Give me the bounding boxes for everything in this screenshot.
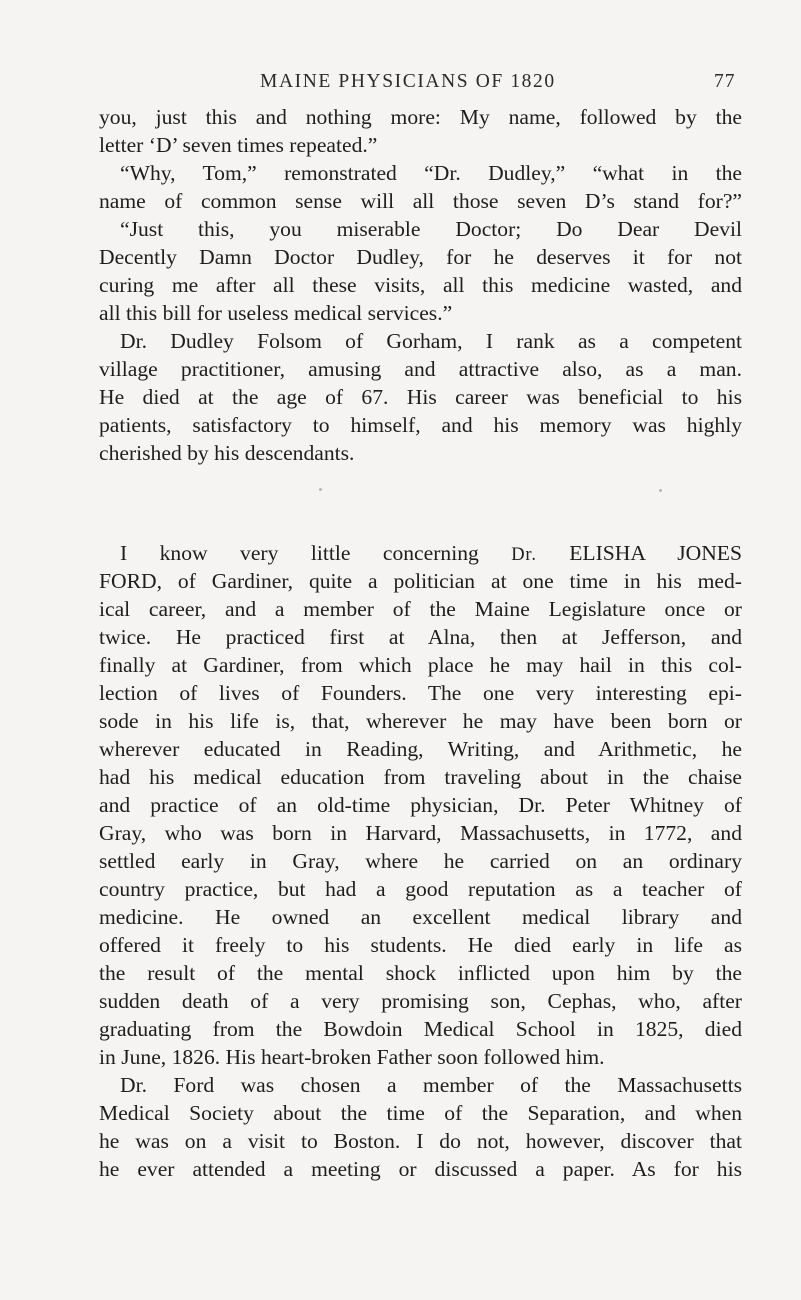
text-line: letter ‘D’ seven times repeated.” <box>99 133 378 157</box>
text-line: sode in his life is, that, wherever he may have been born or <box>99 709 742 733</box>
text-line: medicine. He owned an excellent medical library and <box>99 905 742 929</box>
page-number: 77 <box>714 71 736 92</box>
text-line: all this bill for useless medical services.” <box>99 301 453 325</box>
text-line: lection of lives of Founders. The one very interesting epi- <box>99 681 742 705</box>
text-line: name of common sense will all those seven D’s stand for?” <box>99 189 742 213</box>
text-line: He died at the age of 67. His career was beneficial to his <box>99 385 742 409</box>
text-line: twice. He practiced first at Alna, then at Jefferson, and <box>99 625 742 649</box>
text-line: Dr. Dudley Folsom of Gorham, I rank as a competent <box>120 329 742 353</box>
text-line: village practitioner, amusing and attractive also, as a man. <box>99 357 742 381</box>
running-title: MAINE PHYSICIANS OF 1820 <box>260 71 556 92</box>
divider-dot <box>659 489 662 492</box>
text-line: curing me after all these visits, all this medicine wasted, and <box>99 273 742 297</box>
text-line: Dr. Ford was chosen a member of the Massachusetts <box>120 1073 742 1097</box>
text-run: I know very little concerning <box>120 541 512 565</box>
text-line: settled early in Gray, where he carried on an ordinary <box>99 849 742 873</box>
text-line: Medical Society about the time of the Separation, and when <box>99 1101 742 1125</box>
text-line: in June, 1826. His heart-broken Father soon followed him. <box>99 1045 605 1069</box>
divider-dot <box>319 488 322 491</box>
text-run: ELISHA JONES <box>536 541 743 565</box>
text-line: cherished by his descendants. <box>99 441 355 465</box>
text-line: you, just this and nothing more: My name, followed by the <box>99 105 742 129</box>
text-line: finally at Gardiner, from which place he may hail in this col- <box>99 653 742 677</box>
text-line: FORD, of Gardiner, quite a politician at one time in his med- <box>99 569 742 593</box>
text-line: country practice, but had a good reputation as a teacher of <box>99 877 742 901</box>
text-line: “Just this, you miserable Doctor; Do Dear Devil <box>120 217 742 241</box>
text-line: Gray, who was born in Harvard, Massachusetts, in 1772, and <box>99 821 742 845</box>
text-line: patients, satisfactory to himself, and his memory was highly <box>99 413 742 437</box>
section-divider <box>0 488 801 494</box>
text-line: ical career, and a member of the Maine Legislature once or <box>99 597 742 621</box>
text-line: “Why, Tom,” remonstrated “Dr. Dudley,” “what in the <box>120 161 742 185</box>
text-line: had his medical education from traveling about in the chaise <box>99 765 742 789</box>
text-line: the result of the mental shock inflicted upon him by the <box>99 961 742 985</box>
text-line: and practice of an old-time physician, Dr. Peter Whitney of <box>99 793 742 817</box>
smallcaps-title: Dr. <box>511 545 537 565</box>
text-line: offered it freely to his students. He died early in life as <box>99 933 742 957</box>
text-line: he was on a visit to Boston. I do not, however, discover that <box>99 1129 742 1153</box>
text-line: graduating from the Bowdoin Medical School in 1825, died <box>99 1017 742 1041</box>
text-line <box>120 539 742 567</box>
text-line: sudden death of a very promising son, Cephas, who, after <box>99 989 742 1013</box>
text-line: Decently Damn Doctor Dudley, for he deserves it for not <box>99 245 742 269</box>
text-line: wherever educated in Reading, Writing, and Arithmetic, he <box>99 737 742 761</box>
text-line: he ever attended a meeting or discussed a paper. As for his <box>99 1157 742 1181</box>
